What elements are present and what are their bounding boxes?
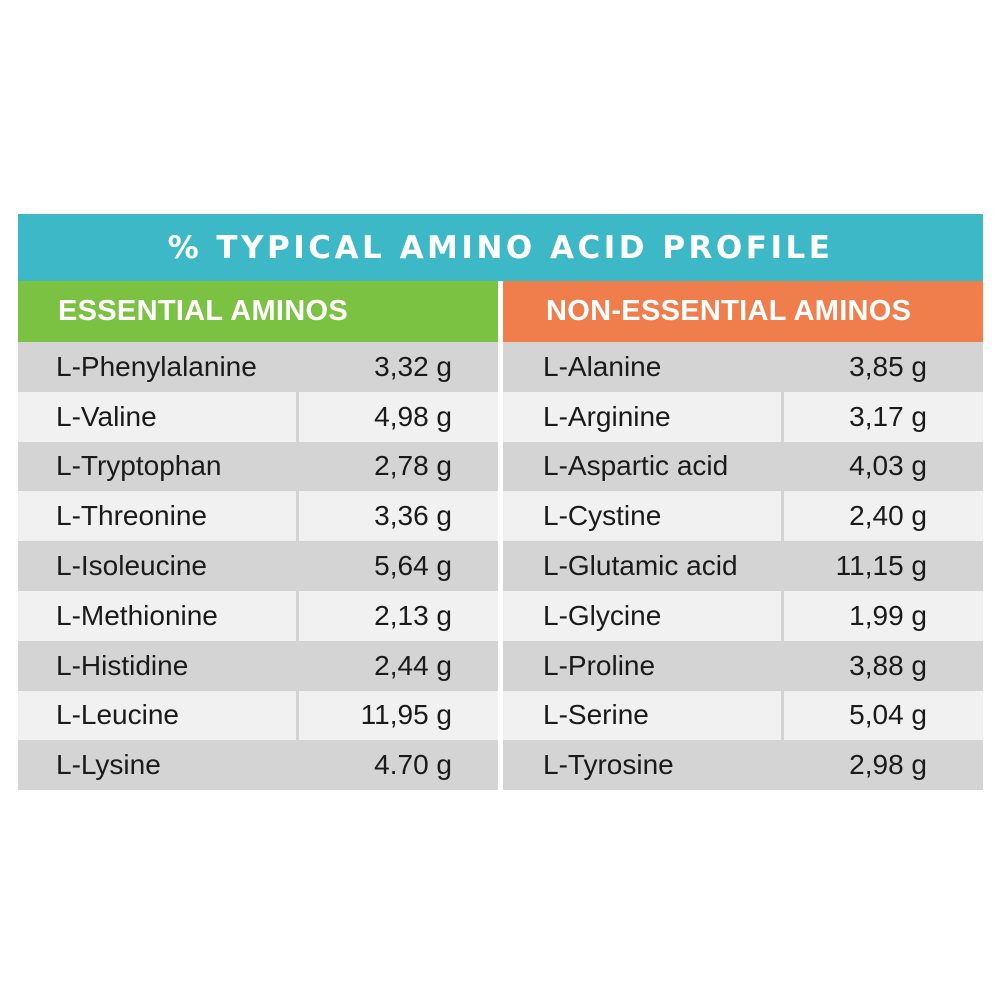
amino-amount: 5,04 g	[849, 699, 927, 731]
essential-amino-row	[18, 541, 498, 591]
essential-amino-row	[18, 591, 498, 641]
amino-name: L-Threonine	[56, 500, 207, 532]
essential-amino-row	[18, 691, 498, 741]
amino-amount: 3,36 g	[374, 500, 452, 532]
essential-amino-row	[18, 491, 498, 541]
table-title: % TYPICAL AMINO ACID PROFILE	[18, 214, 983, 281]
amino-amount: 3,17 g	[849, 400, 927, 432]
amino-name: L-Tryptophan	[56, 450, 222, 482]
amino-amount: 3,32 g	[374, 350, 452, 382]
amino-name: L-Tyrosine	[543, 749, 674, 781]
amino-name: L-Lysine	[56, 749, 161, 781]
amino-amount: 2,44 g	[374, 649, 452, 681]
amino-name: L-Alanine	[543, 350, 662, 382]
non-essential-aminos-rows	[503, 342, 983, 790]
essential-aminos-heading: ESSENTIAL AMINOS	[18, 281, 498, 342]
amino-name: L-Leucine	[56, 699, 179, 731]
essential-amino-row	[18, 342, 498, 392]
amino-amount: 5,64 g	[374, 550, 452, 582]
amino-name: L-Cystine	[543, 500, 662, 532]
amino-amount: 11,15 g	[835, 550, 927, 582]
essential-amino-row	[18, 740, 498, 790]
amino-amount: 2,78 g	[374, 450, 452, 482]
amino-name: L-Methionine	[56, 599, 218, 631]
amino-name: L-Arginine	[543, 400, 671, 432]
non-essential-amino-row	[503, 691, 983, 741]
amino-amount: 2,40 g	[849, 500, 927, 532]
non-essential-amino-row	[503, 491, 983, 541]
amino-amount: 4,98 g	[374, 400, 452, 432]
amino-amount: 4.70 g	[374, 749, 452, 781]
essential-aminos-rows	[18, 342, 498, 790]
amino-name: L-Proline	[543, 649, 656, 681]
amino-amount: 2,13 g	[374, 599, 452, 631]
essential-amino-row	[18, 392, 498, 442]
amino-name: L-Histidine	[56, 649, 189, 681]
non-essential-amino-row	[503, 392, 983, 442]
amino-name: L-Glutamic acid	[543, 550, 738, 582]
non-essential-amino-row	[503, 740, 983, 790]
amino-acid-profile-table	[18, 214, 983, 784]
non-essential-amino-row	[503, 641, 983, 691]
amino-amount: 2,98 g	[849, 749, 927, 781]
amino-name: L-Valine	[56, 400, 157, 432]
essential-aminos-column	[18, 281, 498, 784]
amino-name: L-Isoleucine	[56, 550, 207, 582]
amino-amount: 3,85 g	[849, 350, 927, 382]
amino-amount: 4,03 g	[849, 450, 927, 482]
non-essential-amino-row	[503, 591, 983, 641]
non-essential-amino-row	[503, 541, 983, 591]
non-essential-amino-row	[503, 442, 983, 492]
amino-amount: 1,99 g	[849, 599, 927, 631]
non-essential-amino-row	[503, 342, 983, 392]
amino-name: L-Glycine	[543, 599, 662, 631]
amino-name: L-Serine	[543, 699, 649, 731]
amino-name: L-Phenylalanine	[56, 350, 257, 382]
non-essential-aminos-column	[503, 281, 983, 784]
amino-name: L-Aspartic acid	[543, 450, 729, 482]
essential-amino-row	[18, 442, 498, 492]
essential-amino-row	[18, 641, 498, 691]
amino-amount: 11,95 g	[360, 699, 452, 731]
amino-amount: 3,88 g	[849, 649, 927, 681]
non-essential-aminos-heading: NON-ESSENTIAL AMINOS	[503, 281, 983, 342]
